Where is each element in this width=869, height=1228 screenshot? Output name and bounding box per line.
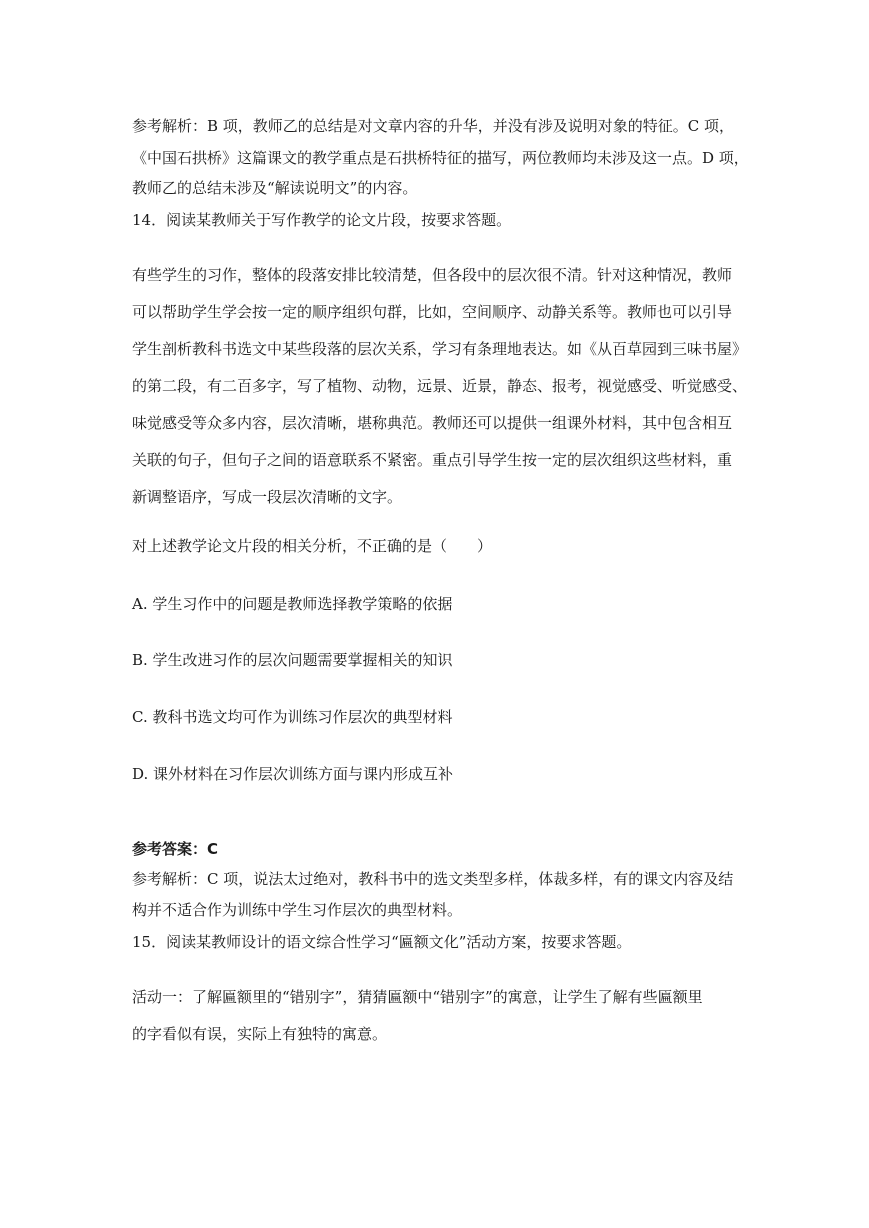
q13-explanation-line: 《中国石拱桥》这篇课文的教学重点是石拱桥特征的描写，两位教师均未涉及这一点。D 项， bbox=[132, 149, 749, 167]
q13-explanation-line: 教师乙的总结未涉及“解读说明文”的内容。 bbox=[132, 179, 418, 197]
q14-option-c: C. 教科书选文均可作为训练习作层次的典型材料 bbox=[132, 708, 453, 726]
q14-passage-line: 关联的句子，但句子之间的语意联系不紧密。重点引导学生按一定的层次组织这些材料，重 bbox=[132, 451, 733, 469]
q15-activity-line: 活动一：了解匾额里的“错别字”，猜猜匾额中“错别字”的寓意，让学生了解有些匾额里 bbox=[132, 988, 703, 1006]
q14-answer: 参考答案：C bbox=[132, 840, 219, 858]
q14-option-d: D. 课外材料在习作层次训练方面与课内形成互补 bbox=[132, 765, 454, 783]
q13-explanation-line: 参考解析：B 项，教师乙的总结是对文章内容的升华，并没有涉及说明对象的特征。C 项， bbox=[132, 117, 735, 135]
q14-passage-line: 可以帮助学生学会按一定的顺序组织句群，比如，空间顺序、动静关系等。教师也可以引导 bbox=[132, 303, 733, 321]
q15-activity-line: 的字看似有误，实际上有独特的寓意。 bbox=[132, 1025, 388, 1043]
q14-stem: 14．阅读某教师关于写作教学的论文片段，按要求答题。 bbox=[132, 211, 512, 229]
q14-passage-line: 有些学生的习作，整体的段落安排比较清楚，但各段中的层次很不清。针对这种情况，教师 bbox=[132, 266, 733, 284]
q14-option-b: B. 学生改进习作的层次问题需要掌握相关的知识 bbox=[132, 651, 453, 669]
q14-passage-line: 味觉感受等众多内容，层次清晰，堪称典范。教师还可以提供一组课外材料，其中包含相互 bbox=[132, 414, 733, 432]
q14-option-a: A. 学生习作中的问题是教师选择教学策略的依据 bbox=[132, 595, 453, 613]
q14-passage-line: 学生剖析教科书选文中某些段落的层次关系，学习有条理地表达。如《从百草园到三味书屋》 bbox=[132, 340, 748, 358]
q14-passage-line: 新调整语序，写成一段层次清晰的文字。 bbox=[132, 488, 403, 506]
q14-question: 对上述教学论文片段的相关分析，不正确的是（ ） bbox=[132, 537, 493, 555]
q14-explanation-line: 构并不适合作为训练中学生习作层次的典型材料。 bbox=[132, 901, 463, 919]
q14-passage-line: 的第二段，有二百多字，写了植物、动物，远景、近景，静态、报考，视觉感受、听觉感受、 bbox=[132, 377, 748, 395]
q15-stem: 15．阅读某教师设计的语文综合性学习“匾额文化”活动方案，按要求答题。 bbox=[132, 933, 632, 951]
q14-explanation-line: 参考解析：C 项，说法太过绝对，教科书中的选文类型多样，体裁多样，有的课文内容及结 bbox=[132, 870, 734, 888]
